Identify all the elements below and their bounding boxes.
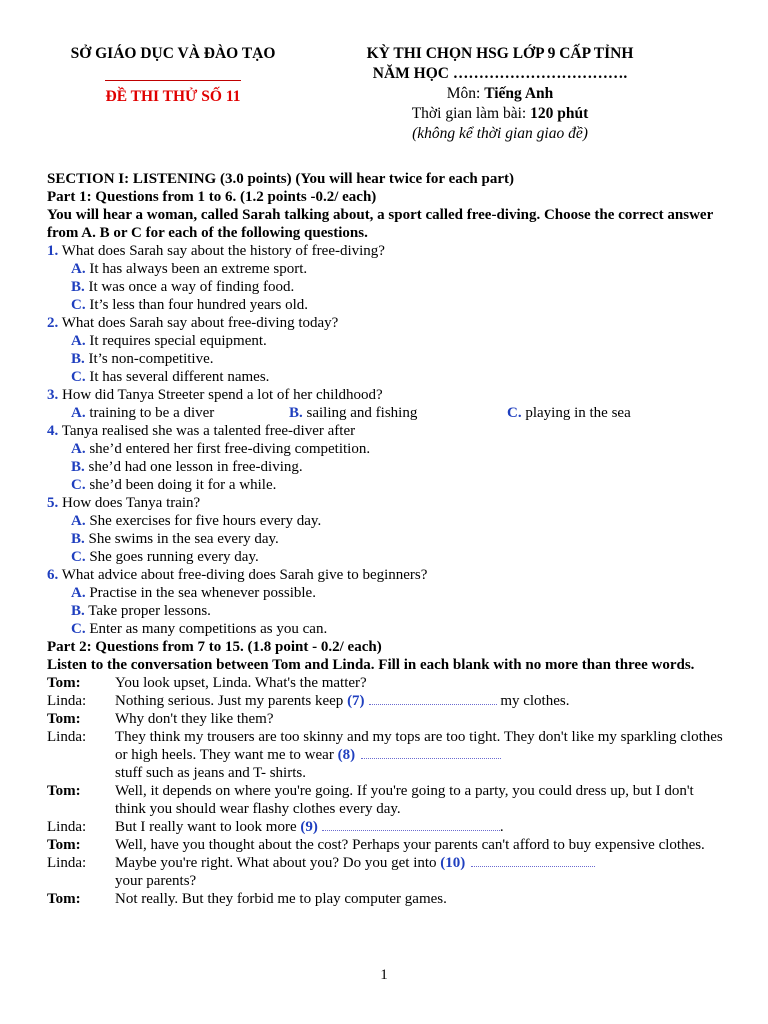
dialogue-line-7: Tom: Well, have you thought about the cost? Perhaps your parents can't afford to buy expensive clothes. bbox=[47, 837, 705, 853]
question-4: 4. Tanya realised she was a talented free-diver after bbox=[47, 423, 356, 439]
dialogue-line-3: Tom: Why don't they like them? bbox=[47, 711, 274, 727]
part2-instructions: Listen to the conversation between Tom and Linda. Fill in each blank with no more than three words. bbox=[47, 657, 695, 673]
question-2: 2. What does Sarah say about free-diving today? bbox=[47, 315, 339, 331]
dialogue-line-4: Linda: They think my trousers are too skinny and my tops are too tight. They don't like my sparkling clothes or high heels. They want me to wear (8) stuff such as jeans and T- shirts. bbox=[47, 729, 723, 781]
question-1: 1. What does Sarah say about the history of free-diving? bbox=[47, 243, 385, 259]
question-3: 3. How did Tanya Streeter spend a lot of her childhood? bbox=[47, 387, 383, 403]
answer-blank-9[interactable] bbox=[322, 818, 500, 831]
option-6c: C. Enter as many competitions as you can. bbox=[71, 621, 328, 637]
option-5a: A. She exercises for five hours every day. bbox=[71, 513, 322, 529]
page-number: 1 bbox=[380, 967, 388, 983]
option-3a: A. training to be a diver bbox=[71, 405, 215, 421]
answer-blank-10[interactable] bbox=[471, 854, 595, 867]
option-4b: B. she’d had one lesson in free-diving. bbox=[71, 459, 303, 475]
option-2a: A. It requires special equipment. bbox=[71, 333, 267, 349]
school-year: NĂM HỌC ……………………………. bbox=[372, 65, 628, 82]
option-2b: B. It’s non-competitive. bbox=[71, 351, 214, 367]
option-5b: B. She swims in the sea every day. bbox=[71, 531, 279, 547]
dialogue-line-6: Linda: But I really want to look more (9) . bbox=[47, 819, 504, 835]
part2-title: Part 2: Questions from 7 to 15. (1.8 point - 0.2/ each) bbox=[47, 639, 382, 655]
option-6a: A. Practise in the sea whenever possible. bbox=[71, 585, 316, 601]
department-name: SỞ GIÁO DỤC VÀ ĐÀO TẠO bbox=[70, 45, 276, 62]
option-6b: B. Take proper lessons. bbox=[71, 603, 211, 619]
answer-blank-8[interactable] bbox=[361, 746, 501, 759]
dialogue-line-2: Linda: Nothing serious. Just my parents keep (7) my clothes. bbox=[47, 693, 570, 709]
dialogue-line-8: Linda: Maybe you're right. What about you? Do you get into (10) your parents? bbox=[47, 854, 727, 890]
option-5c: C. She goes running every day. bbox=[71, 549, 259, 565]
part1-instructions: You will hear a woman, called Sarah talking about, a sport called free-diving. Choose the correct answer from A. B or C for each of the following questions. bbox=[47, 207, 713, 241]
option-1c: C. It’s less than four hundred years old. bbox=[71, 297, 309, 313]
option-3c: C. playing in the sea bbox=[507, 405, 631, 421]
section-title: SECTION I: LISTENING (3.0 points) (You will hear twice for each part) bbox=[47, 171, 514, 187]
option-1a: A. It has always been an extreme sport. bbox=[71, 261, 308, 277]
option-2c: C. It has several different names. bbox=[71, 369, 270, 385]
exam-title: KỲ THI CHỌN HSG LỚP 9 CẤP TỈNH bbox=[366, 45, 634, 62]
header-divider bbox=[105, 80, 241, 81]
time-line: Thời gian làm bài: 120 phút bbox=[411, 105, 589, 122]
header-left bbox=[48, 44, 298, 107]
dialogue-line-1: Tom: You look upset, Linda. What's the matter? bbox=[47, 675, 367, 691]
option-4c: C. she’d been doing it for a while. bbox=[71, 477, 277, 493]
header-right bbox=[300, 44, 700, 144]
trial-exam-label: ĐỀ THI THỬ SỐ 11 bbox=[105, 88, 241, 105]
option-4a: A. she’d entered her first free-diving competition. bbox=[71, 441, 371, 457]
answer-blank-7[interactable] bbox=[369, 692, 497, 705]
dialogue-line-9: Tom: Not really. But they forbid me to play computer games. bbox=[47, 891, 447, 907]
option-1b: B. It was once a way of finding food. bbox=[71, 279, 295, 295]
question-6: 6. What advice about free-diving does Sarah give to beginners? bbox=[47, 567, 428, 583]
part1-title: Part 1: Questions from 1 to 6. (1.2 points -0.2/ each) bbox=[47, 189, 377, 205]
option-3b: B. sailing and fishing bbox=[289, 405, 418, 421]
exam-content bbox=[47, 170, 727, 908]
subject-line: Môn: Tiếng Anh bbox=[446, 85, 554, 102]
question-5: 5. How does Tanya train? bbox=[47, 495, 201, 511]
options-3 bbox=[71, 404, 727, 422]
dialogue-line-5: Tom: Well, it depends on where you're going. If you're going to a party, you could dress up, but I don't think you should wear flashy clothes every day. bbox=[47, 783, 694, 817]
time-note: (không kể thời gian giao đề) bbox=[412, 125, 588, 142]
